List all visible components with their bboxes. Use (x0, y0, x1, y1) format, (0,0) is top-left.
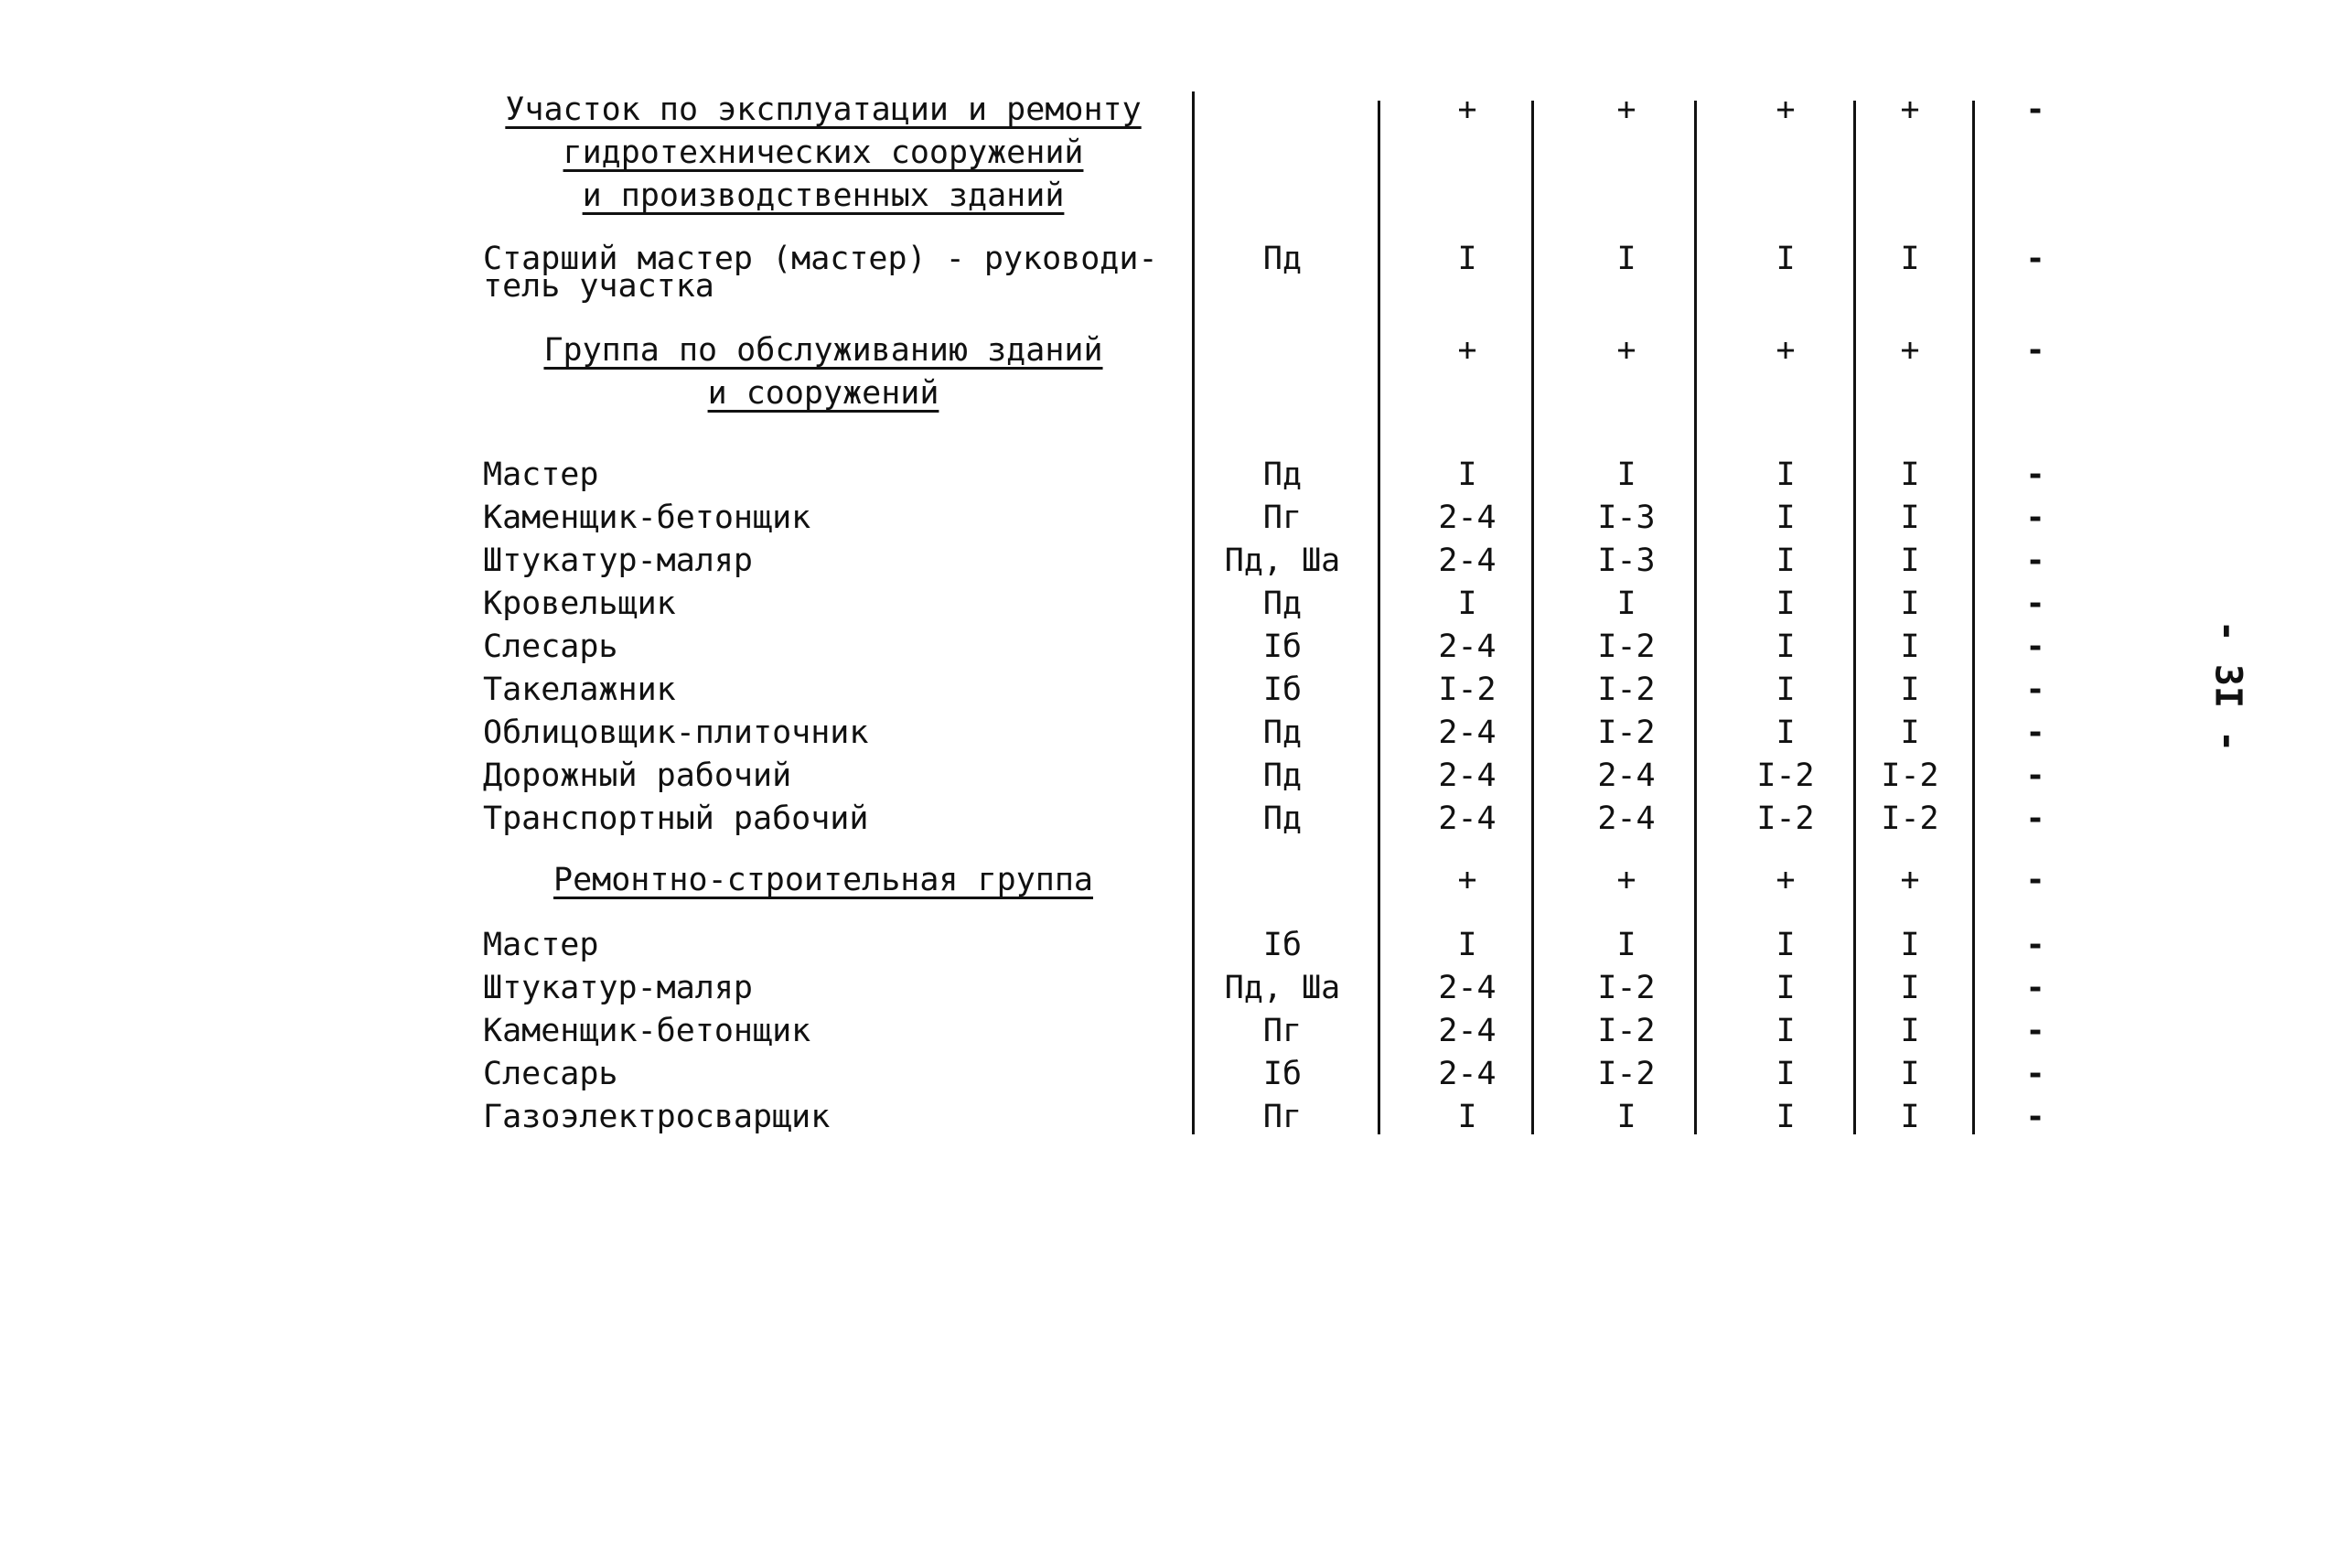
dash-value: - (2025, 499, 2045, 536)
column-rule (1378, 101, 1380, 1134)
position-name: Газоэлектросварщик (483, 1099, 831, 1135)
cell-value: 2-4 (1438, 628, 1497, 665)
cell-value: I (1900, 927, 1920, 963)
cell-value: I (1900, 1056, 1920, 1092)
cell-value: 2-4 (1438, 800, 1497, 837)
cell-value: 2-4 (1597, 800, 1656, 837)
column-rule (1531, 101, 1534, 1134)
cell-value: I (1776, 671, 1796, 708)
dash-mark: - (2025, 862, 2045, 898)
position-name: Дорожный рабочий (483, 757, 792, 794)
cell-value: I (1900, 1013, 1920, 1049)
section-heading: и сооружений (707, 375, 939, 412)
cell-value: I (1776, 1056, 1796, 1092)
cell-value: I (1616, 1099, 1636, 1135)
column-rule (1972, 101, 1975, 1134)
cell-value: I (1900, 714, 1920, 751)
category-code: Iб (1262, 671, 1303, 708)
plus-mark: + (1616, 91, 1636, 128)
section-heading: Участок по эксплуатации и ремонту (505, 91, 1142, 128)
dash-value: - (2025, 671, 2045, 708)
cell-value: 2-4 (1438, 1013, 1497, 1049)
cell-value: I (1776, 927, 1796, 963)
cell-value: I-2 (1597, 628, 1656, 665)
category-code: Пг (1262, 499, 1303, 536)
category-code: Пд (1262, 241, 1303, 277)
cell-value: I (1900, 456, 1920, 493)
cell-value: I (1616, 241, 1636, 277)
plus-mark: + (1776, 91, 1796, 128)
cell-value: I (1776, 970, 1796, 1006)
cell-value: I (1776, 241, 1796, 277)
dash-mark: - (2025, 332, 2045, 369)
section-heading: гидротехнических сооружений (563, 134, 1084, 171)
section-heading: Ремонтно-строительная группа (553, 862, 1094, 898)
dash-value: - (2025, 800, 2045, 837)
position-name: Слесарь (483, 628, 618, 665)
section-heading: Группа по обслуживанию зданий (543, 332, 1103, 369)
category-code: Пд (1262, 757, 1303, 794)
cell-value: I-2 (1597, 714, 1656, 751)
plus-mark: + (1900, 862, 1920, 898)
cell-value: I (1776, 499, 1796, 536)
cell-value: I-2 (1438, 671, 1497, 708)
plus-mark: + (1900, 332, 1920, 369)
cell-value: 2-4 (1438, 970, 1497, 1006)
category-code: Пд, Ша (1224, 970, 1341, 1006)
dash-value: - (2025, 456, 2045, 493)
cell-value: I (1900, 542, 1920, 579)
position-name: Облицовщик-плиточник (483, 714, 869, 751)
cell-value: I (1776, 714, 1796, 751)
cell-value: I (1900, 671, 1920, 708)
cell-value: I (1900, 241, 1920, 277)
cell-value: I (1776, 1099, 1796, 1135)
category-code: Iб (1262, 1056, 1303, 1092)
column-rule (1192, 91, 1195, 1134)
cell-value: I (1900, 970, 1920, 1006)
cell-value: I (1616, 585, 1636, 622)
dash-value: - (2025, 970, 2045, 1006)
position-name: Штукатур-маляр (483, 970, 754, 1006)
dash-value: - (2025, 628, 2045, 665)
cell-value: I (1776, 628, 1796, 665)
cell-value: I-2 (1597, 1056, 1656, 1092)
cell-value: I-3 (1597, 499, 1656, 536)
plus-mark: + (1776, 332, 1796, 369)
dash-value: - (2025, 1056, 2045, 1092)
cell-value: I (1900, 585, 1920, 622)
cell-value: 2-4 (1438, 542, 1497, 579)
position-name: Транспортный рабочий (483, 800, 869, 837)
cell-value: I-2 (1597, 970, 1656, 1006)
plus-mark: + (1616, 862, 1636, 898)
cell-value: I (1776, 542, 1796, 579)
plus-mark: + (1776, 862, 1796, 898)
cell-value: I (1776, 585, 1796, 622)
cell-value: I-2 (1756, 800, 1815, 837)
category-code: Пг (1262, 1099, 1303, 1135)
cell-value: I (1457, 456, 1477, 493)
category-code: Пг (1262, 1013, 1303, 1049)
position-name: Кровельщик (483, 585, 676, 622)
cell-value: I (1457, 585, 1477, 622)
plus-mark: + (1457, 332, 1477, 369)
category-code: Iб (1262, 628, 1303, 665)
category-code: Пд (1262, 800, 1303, 837)
dash-value: - (2025, 542, 2045, 579)
category-code: Пд (1262, 714, 1303, 751)
section-heading: и производственных зданий (582, 177, 1065, 214)
plus-mark: + (1900, 91, 1920, 128)
cell-value: I (1616, 456, 1636, 493)
column-rule (1694, 101, 1697, 1134)
cell-value: I (1616, 927, 1636, 963)
cell-value: 2-4 (1438, 1056, 1497, 1092)
dash-mark: - (2025, 91, 2045, 128)
position-name: тель участка (483, 268, 714, 305)
category-code: Пд (1262, 585, 1303, 622)
position-name: Слесарь (483, 1056, 618, 1092)
dash-value: - (2025, 927, 2045, 963)
position-name: Старший мастер (мастер) - руководи- (483, 241, 1158, 277)
cell-value: I (1776, 456, 1796, 493)
cell-value: I-2 (1881, 800, 1939, 837)
cell-value: I-2 (1597, 671, 1656, 708)
dash-value: - (2025, 714, 2045, 751)
cell-value: I (1457, 1099, 1477, 1135)
dash-value: - (2025, 1099, 2045, 1135)
cell-value: 2-4 (1438, 757, 1497, 794)
dash-value: - (2025, 241, 2045, 277)
cell-value: I-2 (1881, 757, 1939, 794)
category-code: Пд, Ша (1224, 542, 1341, 579)
cell-value: I (1900, 499, 1920, 536)
cell-value: I-3 (1597, 542, 1656, 579)
position-name: Такелажник (483, 671, 676, 708)
cell-value: I (1457, 241, 1477, 277)
dash-value: - (2025, 585, 2045, 622)
category-code: Iб (1262, 927, 1303, 963)
dash-value: - (2025, 757, 2045, 794)
plus-mark: + (1616, 332, 1636, 369)
position-name: Мастер (483, 927, 599, 963)
position-name: Штукатур-маляр (483, 542, 754, 579)
cell-value: 2-4 (1438, 714, 1497, 751)
cell-value: 2-4 (1597, 757, 1656, 794)
cell-value: I (1900, 1099, 1920, 1135)
cell-value: I (1900, 628, 1920, 665)
page-number: - 3I - (2206, 619, 2249, 753)
position-name: Мастер (483, 456, 599, 493)
plus-mark: + (1457, 91, 1477, 128)
cell-value: 2-4 (1438, 499, 1497, 536)
cell-value: I-2 (1756, 757, 1815, 794)
cell-value: I (1457, 927, 1477, 963)
cell-value: I-2 (1597, 1013, 1656, 1049)
dash-value: - (2025, 1013, 2045, 1049)
column-rule (1853, 101, 1856, 1134)
category-code: Пд (1262, 456, 1303, 493)
cell-value: I (1776, 1013, 1796, 1049)
plus-mark: + (1457, 862, 1477, 898)
position-name: Каменщик-бетонщик (483, 1013, 811, 1049)
position-name: Каменщик-бетонщик (483, 499, 811, 536)
